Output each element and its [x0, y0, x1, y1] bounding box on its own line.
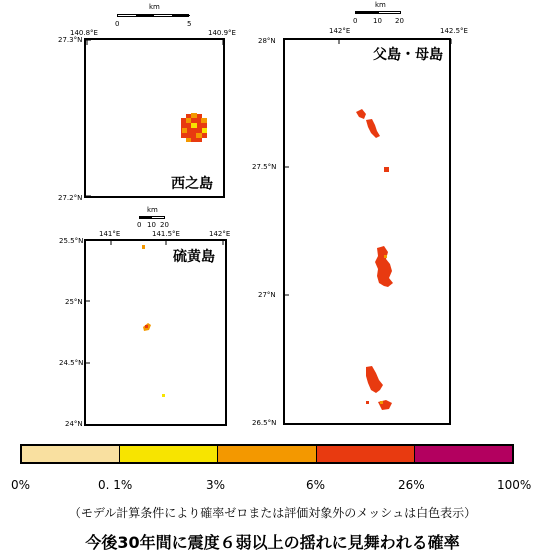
scale-label: 20: [160, 221, 169, 229]
lon-label: 142°E: [209, 230, 231, 238]
legend-label: 100%: [497, 478, 532, 492]
scale-unit: km: [147, 206, 158, 214]
legend-label: 3%: [206, 478, 226, 492]
lat-label: 25.5°N: [59, 237, 84, 245]
map-title: 硫黄島: [173, 249, 215, 265]
legend-label: 0. 1%: [98, 478, 133, 492]
iwoto-hazard-mesh: [142, 245, 165, 397]
lon-label: 140.9°E: [208, 29, 236, 37]
ogasawara-hazard-mesh: [356, 109, 393, 410]
legend-label: 0%: [11, 478, 31, 492]
legend-swatch: [22, 446, 120, 462]
scale-unit: km: [375, 1, 386, 9]
lat-label: 26.5°N: [252, 419, 277, 427]
legend-swatch: [120, 446, 218, 462]
probability-color-legend: [20, 444, 514, 464]
legend-label: 26%: [398, 478, 425, 492]
lon-label: 142°E: [329, 27, 351, 35]
lat-label: 25°N: [65, 298, 83, 306]
scale-label: 0: [115, 20, 120, 28]
scale-label: 5: [187, 20, 192, 28]
tick-marks: [85, 39, 451, 363]
scale-label: 20: [395, 17, 404, 25]
nishinoshima-hazard-mesh: [181, 113, 207, 142]
legend-swatch: [415, 446, 512, 462]
scale-label: 0: [137, 221, 142, 229]
legend-label: 6%: [306, 478, 326, 492]
lat-label: 28°N: [258, 37, 276, 45]
lon-label: 141°E: [99, 230, 121, 238]
main-title: 今後30年間に震度６弱以上の揺れに見舞われる確率: [85, 533, 460, 552]
legend-swatch: [218, 446, 316, 462]
scale-label: 10: [373, 17, 382, 25]
lon-label: 141.5°E: [152, 230, 180, 238]
legend-swatch: [317, 446, 415, 462]
scale-unit: km: [149, 3, 160, 11]
lat-label: 24°N: [65, 420, 83, 428]
scale-label: 10: [147, 221, 156, 229]
scale-label: 0: [353, 17, 358, 25]
lon-label: 140.8°E: [70, 29, 98, 37]
map-title: 父島・母島: [373, 47, 443, 63]
mesh-note: （モデル計算条件により確率ゼロまたは評価対象外のメッシュは白色表示）: [68, 506, 477, 520]
lat-label: 24.5°N: [59, 359, 84, 367]
lat-label: 27.5°N: [252, 163, 277, 171]
lat-label: 27.3°N: [58, 36, 83, 44]
lat-label: 27.2°N: [58, 194, 83, 202]
lon-label: 142.5°E: [440, 27, 468, 35]
map-title: 西之島: [171, 176, 213, 192]
lat-label: 27°N: [258, 291, 276, 299]
